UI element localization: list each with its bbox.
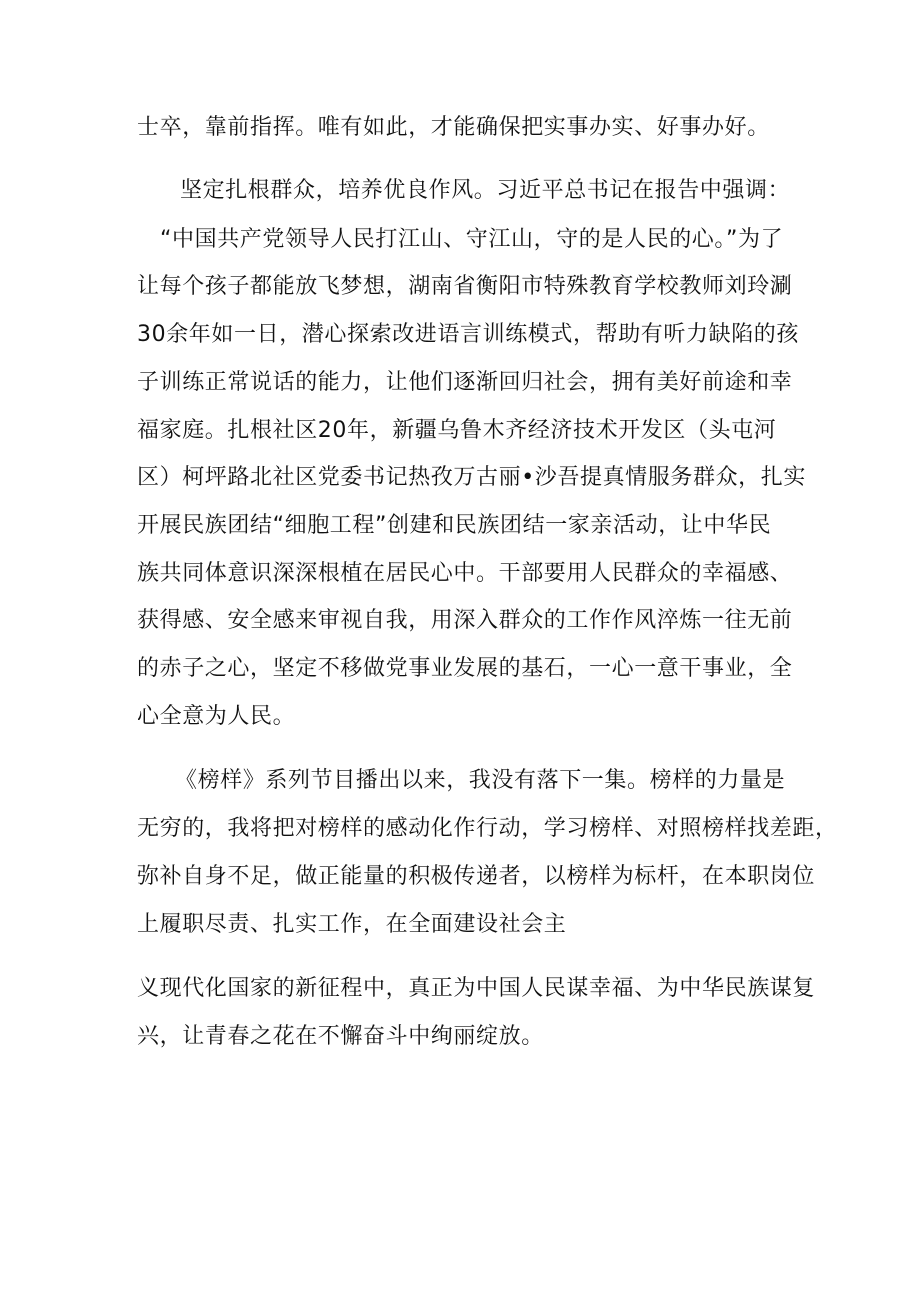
text-line: 区）柯坪路北社区党委书记热孜万古丽•沙吾提真情服务群众，扎实 xyxy=(137,465,806,490)
text-line: 弥补自身不足，做正能量的积极传递者，以榜样为标杆，在本职岗位 xyxy=(137,864,816,889)
text-line: 《榜样》系列节目播出以来，我没有落下一集。榜样的力量是 xyxy=(175,768,786,793)
text-line: 开展民族团结“细胞工程”创建和民族团结一家亲活动，让中华民 xyxy=(137,513,772,538)
text-line: 获得感、安全感来审视自我，用深入群众的工作作风淬炼一往无前 xyxy=(137,608,793,633)
text-line: 族共同体意识深深根植在居民心中。干部要用人民群众的幸福感、 xyxy=(137,561,793,586)
text-line: 义现代化国家的新征程中，真正为中国人民谋幸福、为中华民族谋复 xyxy=(137,976,816,1001)
text-line: 的赤子之心，坚定不移做党事业发展的基石，一心一意干事业，全 xyxy=(137,656,793,681)
text-line: 心全意为人民。 xyxy=(137,704,296,729)
text-line: 子训练正常说话的能力，让他们逐渐回归社会，拥有美好前途和幸 xyxy=(137,370,793,395)
text-line: 士卒，靠前指挥。唯有如此，才能确保把实事办实、好事办好。 xyxy=(137,115,770,140)
text-line: “中国共产党领导人民打江山、守江山，守的是人民的心。”为了 xyxy=(160,227,784,252)
text-line: 福家庭。扎根社区20年，新疆乌鲁木齐经济技术开发区（头屯河 xyxy=(137,418,777,443)
text-line: 兴，让青春之花在不懈奋斗中绚丽绽放。 xyxy=(137,1024,544,1049)
text-line: 坚定扎根群众，培养优良作风。习近平总书记在报告中强调： xyxy=(180,178,791,203)
text-line: 30余年如一日，潜心探索改进语言训练模式，帮助有听力缺陷的孩 xyxy=(137,322,799,347)
text-line: 无穷的，我将把对榜样的感动化作行动，学习榜样、对照榜样找差距， xyxy=(137,816,838,841)
text-line: 上履职尽责、扎实工作，在全面建设社会主 xyxy=(137,912,567,937)
text-line: 让每个孩子都能放飞梦想，湖南省衡阳市特殊教育学校教师刘玲涮 xyxy=(137,274,793,299)
